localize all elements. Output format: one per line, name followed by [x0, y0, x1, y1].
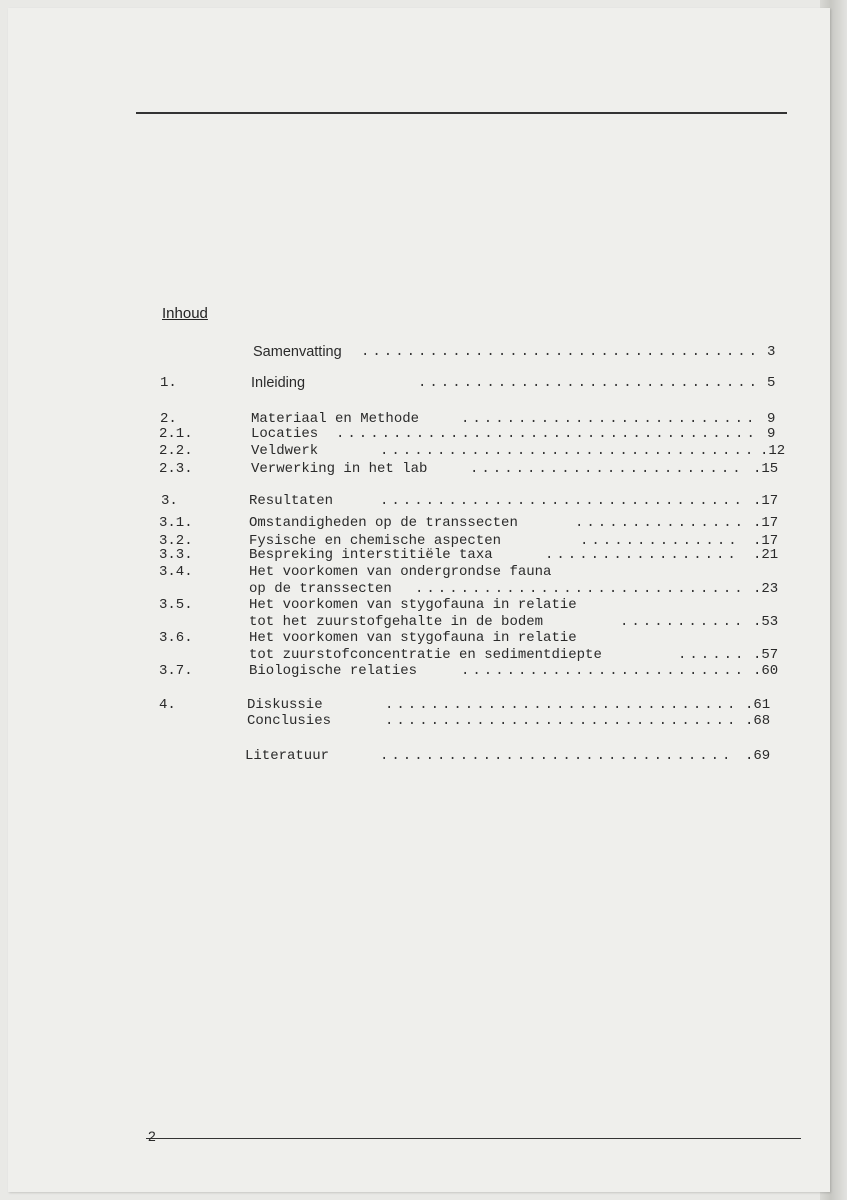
footer-rule	[146, 1138, 801, 1139]
toc-entry-label: Conclusies	[247, 713, 332, 729]
toc-entry-page: 5	[767, 375, 776, 391]
toc-entry-label: Biologische relaties	[249, 663, 418, 679]
toc-leader-dots: ...............	[575, 515, 747, 531]
toc-entry-number: 4.	[159, 697, 176, 713]
toc-entry-label: Samenvatting	[253, 344, 342, 360]
toc-leader-dots: ........................	[470, 461, 744, 477]
toc-entry-number: 2.2.	[159, 443, 193, 459]
toc-entry	[0, 343, 847, 361]
toc-entry	[0, 596, 847, 614]
toc-entry-number: 3.2.	[159, 533, 193, 549]
toc-leader-dots: ...............................	[385, 697, 739, 713]
toc-entry-label: Het voorkomen van stygofauna in relatie	[249, 597, 577, 613]
toc-entry-number: 3.7.	[159, 663, 193, 679]
toc-entry-label: Resultaten	[249, 493, 334, 509]
toc-entry	[0, 563, 847, 581]
toc-leader-dots: .........................	[461, 663, 747, 679]
toc-entry-label: Veldwerk	[251, 443, 319, 459]
toc-entry	[0, 425, 847, 443]
toc-entry-label: Bespreking interstitiële taxa	[249, 547, 493, 563]
toc-entry	[0, 747, 847, 765]
toc-leader-dots: ......	[678, 647, 747, 663]
toc-leader-dots: ..............	[580, 533, 740, 549]
toc-entry-page: .17	[753, 493, 779, 509]
toc-entry-page: .21	[753, 547, 779, 563]
toc-entry	[0, 442, 847, 460]
toc-entry-label: Het voorkomen van ondergrondse fauna	[249, 564, 552, 580]
toc-entry-page: .57	[753, 647, 779, 663]
toc-entry-number: 3.3.	[159, 547, 193, 563]
toc-entry-number: 3.5.	[159, 597, 193, 613]
toc-leader-dots: ..............................	[418, 375, 761, 391]
toc-leader-dots: ...............................	[385, 713, 739, 729]
toc-entry-label: Fysische en chemische aspecten	[249, 533, 502, 549]
toc-entry-page: 9	[767, 426, 776, 442]
toc-entry-page: .12	[760, 443, 786, 459]
header-rule	[136, 112, 787, 114]
toc-entry-label: Materiaal en Methode	[251, 411, 420, 427]
toc-entry-label: Literatuur	[245, 748, 330, 764]
toc-entry-number: 2.1.	[159, 426, 193, 442]
toc-leader-dots: ...............................	[380, 748, 734, 764]
toc-entry-number: 2.	[160, 411, 177, 427]
toc-leader-dots: ...................................	[361, 344, 761, 360]
toc-leader-dots: .................................	[380, 443, 757, 459]
toc-entry	[0, 712, 847, 730]
toc-entry-page: .61	[745, 697, 771, 713]
toc-entry-label: Locaties	[251, 426, 319, 442]
toc-entry-number: 3.	[161, 493, 178, 509]
toc-entry	[0, 374, 847, 392]
toc-leader-dots: .....................................	[336, 426, 758, 442]
toc-entry-page: .69	[745, 748, 771, 764]
toc-leader-dots: ...........	[620, 614, 746, 630]
toc-entry-label: tot zuurstofconcentratie en sedimentdiepte	[249, 647, 602, 663]
toc-entry-page: .60	[753, 663, 779, 679]
toc-leader-dots: .................	[545, 547, 739, 563]
toc-entry-label: Verwerking in het lab	[251, 461, 428, 477]
toc-entry	[0, 514, 847, 532]
toc-entry-label: Diskussie	[247, 697, 323, 713]
toc-entry	[0, 492, 847, 510]
toc-entry-label: Het voorkomen van stygofauna in relatie	[249, 630, 577, 646]
toc-entry-page: .15	[753, 461, 779, 477]
toc-entry-page: .53	[753, 614, 779, 630]
toc-entry-number: 3.4.	[159, 564, 193, 580]
toc-title: Inhoud	[162, 305, 208, 322]
toc-entry-page: .17	[753, 533, 779, 549]
toc-entry-number: 2.3.	[159, 461, 193, 477]
toc-entry-label: Omstandigheden op de transsecten	[249, 515, 518, 531]
toc-leader-dots: ..........................	[461, 411, 758, 427]
toc-entry-label: op de transsecten	[249, 581, 392, 597]
toc-entry-number: 3.6.	[159, 630, 193, 646]
toc-entry-page: .17	[753, 515, 779, 531]
toc-leader-dots: ................................	[380, 493, 745, 509]
toc-entry	[0, 662, 847, 680]
toc-entry-label: tot het zuurstofgehalte in de bodem	[249, 614, 544, 630]
toc-entry-number: 3.1.	[159, 515, 193, 531]
toc-leader-dots: .............................	[415, 581, 746, 597]
toc-entry-page: .23	[753, 581, 779, 597]
toc-entry-label: Inleiding	[251, 375, 306, 391]
toc-entry-number: 1.	[160, 375, 177, 391]
toc-entry-page: .68	[745, 713, 771, 729]
toc-entry	[0, 546, 847, 564]
toc-entry-page: 9	[767, 411, 776, 427]
toc-entry	[0, 629, 847, 647]
toc-entry-page: 3	[767, 344, 776, 360]
toc-entry	[0, 460, 847, 478]
page-number: 2	[148, 1128, 156, 1144]
